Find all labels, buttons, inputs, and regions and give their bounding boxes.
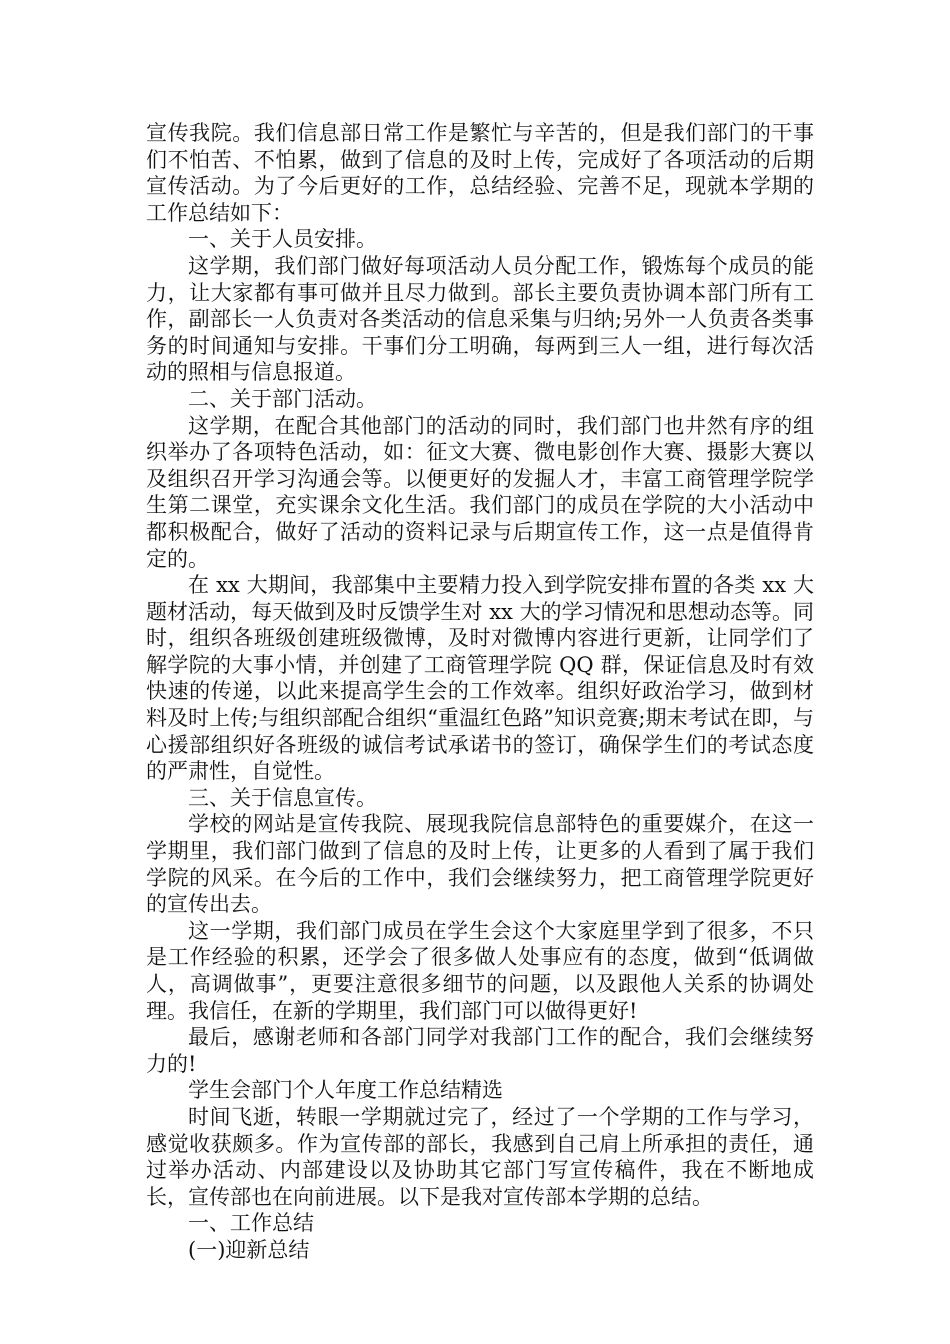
heading-information-publicity: 三、关于信息宣传。 bbox=[188, 785, 377, 810]
paragraph-semester-reflection: 这一学期，我们部门成员在学生会这个大家庭里学到了很多，不只是工作经验的积累，还学会了很多做人处事应有的态度，做到“低调做人，高调做事”，更要注意很多细节的问题，以及跟他人关系的协调处理。我信任，在新的学期里，我们部门可以做得更好! bbox=[146, 918, 814, 1023]
heading-staff-arrangement: 一、关于人员安排。 bbox=[188, 227, 377, 252]
paragraph-congress-period: 在 xx 大期间，我部集中主要精力投入到学院安排布置的各类 xx 大题材活动，每天做到及时反馈学生对 xx 大的学习情况和思想动态等。同时，组织各班级创建班级微博，及时对微博内容进行更新，让同学们了解学院的大事小情，并创建了工商管理学院 QQ 群，保证信息及时有效快速的传递，以此来提高学生会的工作效率。组织好政治学习，做到材料及时上传;与组织部配合组织“重温红色路”知识竞赛;期末考试在即，与心援部组织好各班级的诚信考试承诺书的签订，确保学生们的考试态度的严肃性，自觉性。 bbox=[146, 573, 814, 784]
heading-work-summary: 一、工作总结 bbox=[188, 1211, 314, 1236]
section-title: 学生会部门个人年度工作总结精选 bbox=[188, 1078, 503, 1103]
paragraph-information-publicity: 学校的网站是宣传我院、展现我院信息部特色的重要媒介，在这一学期里，我们部门做到了信息的及时上传，让更多的人看到了属于我们学院的风采。在今后的工作中，我们会继续努力，把工商管理学院更好的宣传出去。 bbox=[146, 812, 814, 917]
paragraph-staff-arrangement: 这学期，我们部门做好每项活动人员分配工作，锻炼每个成员的能力，让大家都有事可做并且尽力做到。部长主要负责协调本部门所有工作，副部长一人负责对各类活动的信息采集与归纳;另外一人负责各类事务的时间通知与安排。干事们分工明确，每两到三人一组，进行每次活动的照相与信息报道。 bbox=[146, 253, 814, 385]
heading-department-activities: 二、关于部门活动。 bbox=[188, 386, 377, 411]
paragraph-second-intro: 时间飞逝，转眼一学期就过完了，经过了一个学期的工作与学习，感觉收获颇多。作为宣传部的部长，我感到自己肩上所承担的责任，通过举办活动、内部建设以及协助其它部门写宣传稿件，我在不断地成长，宣传部也在向前进展。以下是我对宣传部本学期的总结。 bbox=[146, 1104, 814, 1209]
subheading-orientation-summary: (一)迎新总结 bbox=[188, 1237, 310, 1262]
paragraph-thanks: 最后，感谢老师和各部门同学对我部门工作的配合，我们会继续努力的! bbox=[146, 1025, 814, 1076]
document-body bbox=[146, 120, 814, 1264]
paragraph-intro: 宣传我院。我们信息部日常工作是繁忙与辛苦的，但是我们部门的干事们不怕苦、不怕累，做到了信息的及时上传，完成好了各项活动的后期宣传活动。为了今后更好的工作，总结经验、完善不足，现就本学期的工作总结如下： bbox=[146, 121, 814, 225]
paragraph-department-activities: 这学期，在配合其他部门的活动的同时，我们部门也井然有序的组织举办了各项特色活动，如：征文大赛、微电影创作大赛、摄影大赛以及组织召开学习沟通会等。以便更好的发掘人才，丰富工商管理学院学生第二课堂，充实课余文化生活。我们部门的成员在学院的大小活动中都积极配合，做好了活动的资料记录与后期宣传工作，这一点是值得肯定的。 bbox=[146, 413, 814, 571]
